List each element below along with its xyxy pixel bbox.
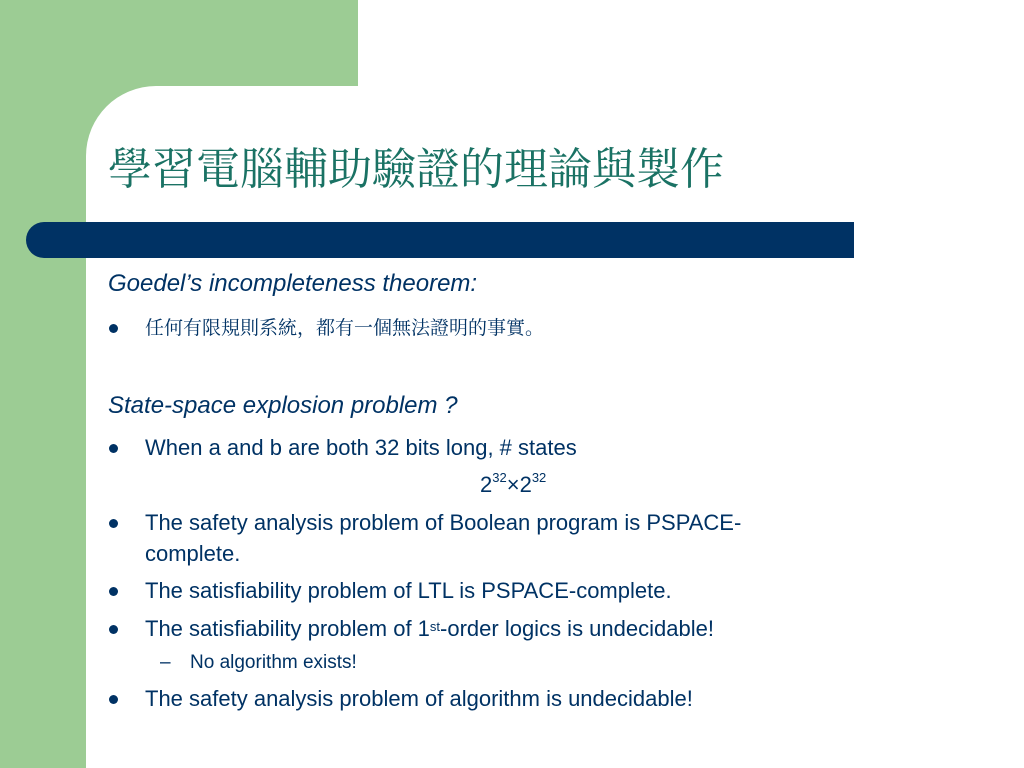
- bullet-dot-icon: [109, 444, 118, 453]
- sub-bullet-no-algorithm: [160, 652, 357, 674]
- formula-base-1: 2: [480, 472, 493, 497]
- goedel-heading: Goedel’s incompleteness theorem:: [108, 270, 478, 297]
- bullet-boolean-program-cont: [145, 539, 240, 569]
- formula-base-2: 2: [519, 472, 532, 497]
- bullet-dot-icon: [109, 324, 118, 333]
- bullet-first-order: [145, 614, 714, 644]
- bullet-boolean-line1: The safety analysis problem of Boolean program is PSPACE-: [145, 510, 742, 535]
- bullet-dot-icon: [109, 519, 118, 528]
- bullet-ltl-text: The satisfiability problem of LTL is PSPACE-complete.: [145, 578, 672, 603]
- bullet-cjk-text: 任何有限規則系統，都有一個無法證明的事實。: [145, 317, 545, 339]
- dash-icon: –: [160, 652, 171, 673]
- bullet-first-order-sup: st: [429, 619, 441, 634]
- slide-title: 學習電腦輔助驗證的理論與製作: [108, 144, 724, 195]
- bullet-dot-icon: [109, 587, 118, 596]
- bullet-boolean-program: [145, 508, 741, 538]
- bullet-first-order-pre: The satisfiability problem of 1: [145, 616, 430, 641]
- sub-bullet-text: No algorithm exists!: [190, 652, 357, 673]
- bullet-dot-icon: [109, 695, 118, 704]
- bullet-algorithm: [145, 684, 693, 714]
- bullet-algorithm-text: The safety analysis problem of algorithm is undecidable!: [145, 686, 693, 711]
- formula-times: ×: [506, 472, 520, 497]
- states-formula: [480, 472, 546, 498]
- formula-exponent-1: 32: [492, 470, 507, 485]
- bullet-first-order-post: -order logics is undecidable!: [440, 616, 714, 641]
- formula-exponent-2: 32: [531, 470, 547, 485]
- bullet-states: [145, 433, 577, 463]
- bullet-cjk: [145, 313, 544, 343]
- bullet-dot-icon: [109, 625, 118, 634]
- bullet-ltl: [145, 576, 672, 606]
- bullet-boolean-line2: complete.: [145, 541, 241, 566]
- state-space-heading: State-space explosion problem ?: [108, 392, 458, 419]
- bullet-states-text: When a and b are both 32 bits long, # states: [145, 435, 577, 460]
- bullet-first-order-text: [145, 616, 714, 641]
